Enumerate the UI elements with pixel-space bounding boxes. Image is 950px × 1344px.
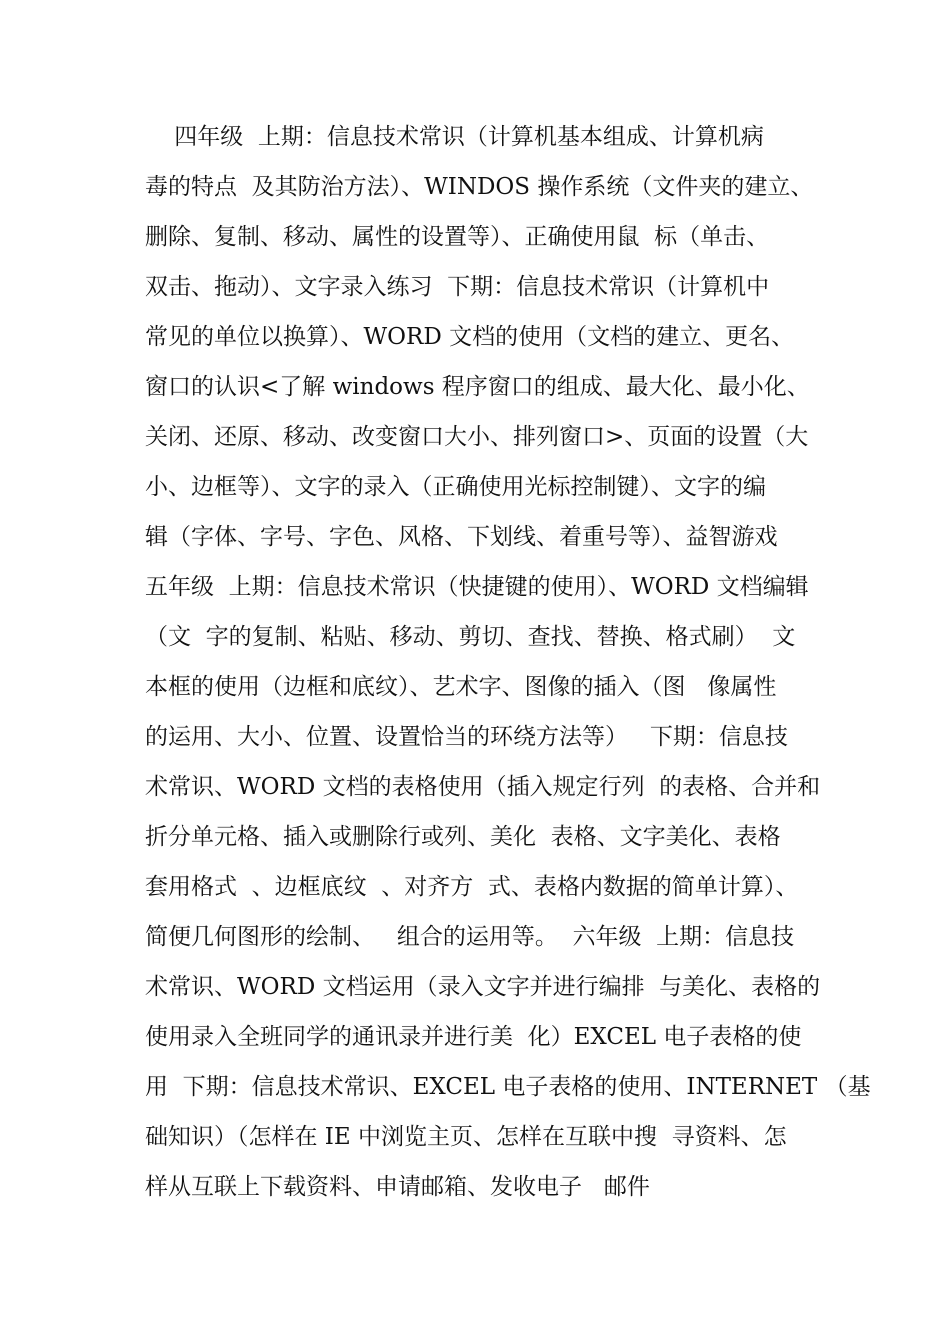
text-line: 双击、拖动）、文字录入练习 下期：信息技术常识（计算机中	[145, 274, 770, 300]
text-line: 毒的特点 及其防治方法）、WINDOS 操作系统（文件夹的建立、	[145, 174, 814, 200]
text-line: 删除、复制、移动、属性的设置等）、正确使用鼠 标（单击、	[145, 224, 770, 250]
text-line: 窗口的认识<了解 windows 程序窗口的组成、最大化、最小化、	[145, 374, 810, 400]
text-line: 的运用、大小、位置、设置恰当的环绕方法等） 下期：信息技	[145, 724, 788, 750]
text-line: 四年级 上期：信息技术常识（计算机基本组成、计算机病	[145, 124, 764, 150]
text-line: 折分单元格、插入或删除行或列、美化 表格、文字美化、表格	[145, 824, 781, 850]
text-line: 简便几何图形的绘制、 组合的运用等。 六年级 上期：信息技	[145, 924, 795, 950]
text-line: 术常识、WORD 文档运用（录入文字并进行编排 与美化、表格的	[145, 974, 821, 1000]
text-line: 本框的使用（边框和底纹）、艺术字、图像的插入（图 像属性	[145, 674, 777, 700]
text-line: 使用录入全班同学的通讯录并进行美 化）EXCEL 电子表格的使	[145, 1024, 802, 1050]
text-line: 用 下期：信息技术常识、EXCEL 电子表格的使用、INTERNET （基	[145, 1074, 871, 1100]
text-line: 小、边框等）、文字的录入（正确使用光标控制键）、文字的编	[145, 474, 766, 500]
text-line: 术常识、WORD 文档的表格使用（插入规定行列 的表格、合并和	[145, 774, 821, 800]
text-line: 础知识）（怎样在 IE 中浏览主页、怎样在互联中搜 寻资料、怎	[145, 1124, 787, 1150]
text-line: 样从互联上下载资料、申请邮箱、发收电子 邮件	[145, 1174, 650, 1200]
text-line: 辑（字体、字号、字色、风格、下划线、着重号等）、益智游戏	[145, 524, 778, 550]
text-line: 套用格式 、边框底纹 、对齐方 式、表格内数据的简单计算）、	[145, 874, 799, 900]
text-line: （文 字的复制、粘贴、移动、剪切、查找、替换、格式刷） 文	[145, 624, 796, 650]
body-text	[145, 112, 871, 1212]
text-line: 关闭、还原、移动、改变窗口大小、排列窗口>、页面的设置（大	[145, 424, 809, 450]
text-line: 五年级 上期：信息技术常识（快捷键的使用）、WORD 文档编辑	[145, 574, 809, 600]
text-line: 常见的单位以换算）、WORD 文档的使用（文档的建立、更名、	[145, 324, 795, 350]
